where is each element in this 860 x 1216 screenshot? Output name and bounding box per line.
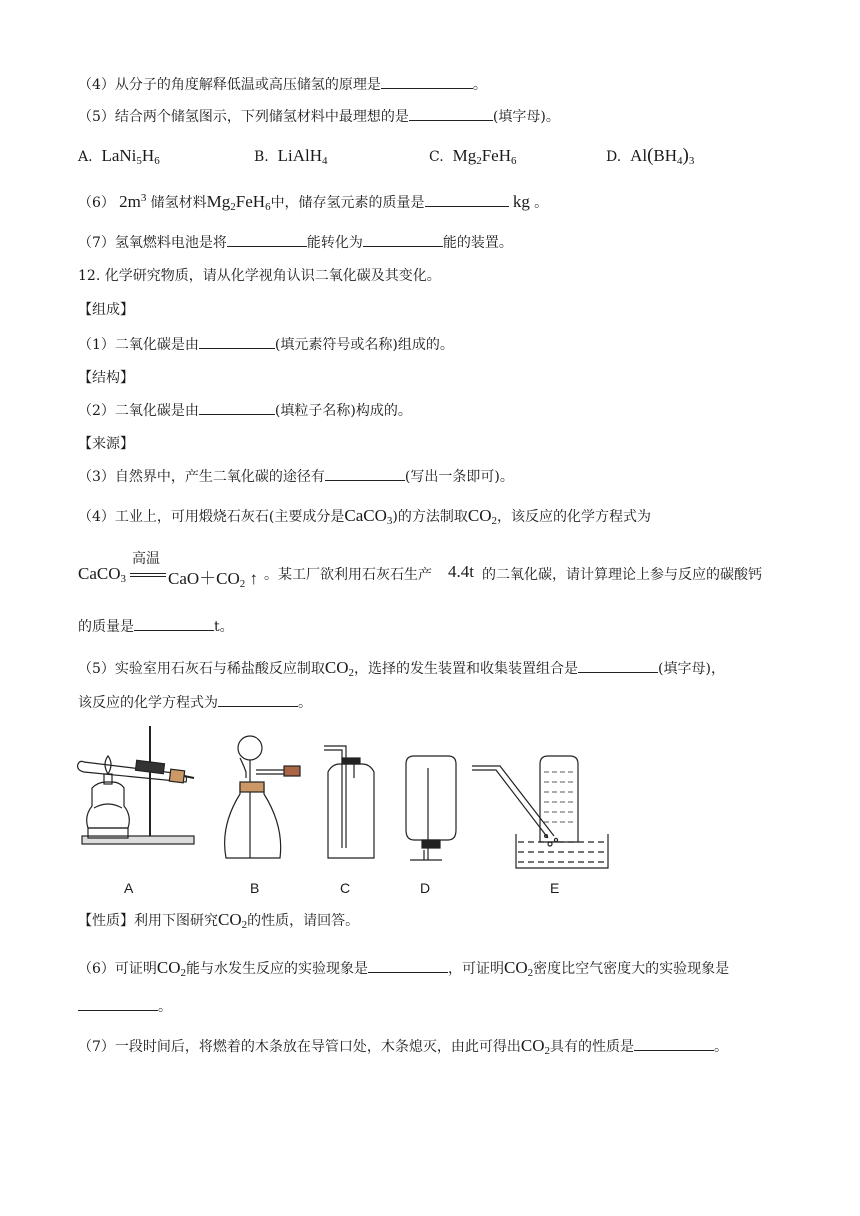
label-c: C [340,880,351,896]
answer-blank[interactable] [199,400,275,415]
answer-blank[interactable] [578,658,658,673]
label-b: B [250,880,260,896]
apparatus-b [225,736,300,858]
section-source: 【来源】 [78,436,134,452]
p1-line: （1）二氧化碳是由 (填元素符号或名称)组成的。 [78,334,454,355]
equals-sign [130,573,166,577]
property-line: 【性质】利用下图研究$CO_2$的性质，请回答。 [78,910,360,931]
question-12-title: 12. 化学研究物质，请从化学视角认识二氧化碳及其变化。 [78,268,441,284]
label-d: D [420,880,431,896]
apparatus-c [324,746,374,858]
apparatus-figure [70,718,630,878]
reaction-condition: 高温 [132,551,160,567]
p3-line: （3）自然界中，产生二氧化碳的途径有 (写出一条即可)。 [78,466,514,487]
option-c[interactable]: C. $Mg_2FeH_6$ [429,146,517,167]
answer-blank[interactable] [425,192,509,207]
answer-blank[interactable] [218,692,298,707]
answer-blank[interactable] [409,106,493,121]
q7-line: （7）氢氧燃料电池是将 能转化为 能的装置。 [78,232,513,253]
option-a[interactable]: A. $LaNi_5H_6$ [78,146,160,167]
label-a: A [124,880,134,896]
label-e: E [550,880,560,896]
answer-blank[interactable] [363,232,443,247]
p2-line: （2）二氧化碳是由 (填粒子名称)构成的。 [78,400,412,421]
p5-line-1: （5）实验室用石灰石与稀盐酸反应制取$CO_2$，选择的发生装置和收集装置组合是 (填字母)， [78,658,725,679]
p6-line-2: 。 [78,996,172,1017]
q6-line: （6） $2m^3$ 储氢材料$Mg_2FeH_6$中，储存氢元素的质量是 kg 。 [78,192,549,213]
answer-blank[interactable] [381,74,473,89]
p5-line-2: 该反应的化学方程式为 。 [78,692,312,713]
section-structure: 【结构】 [78,370,134,386]
option-d[interactable]: D. $Al(BH_4)_3$ [606,145,695,167]
answer-blank[interactable] [78,996,158,1011]
section-composition: 【组成】 [78,302,134,318]
options-row [78,146,778,172]
apparatus-a [78,726,194,844]
q5-line: （5）结合两个储氢图示，下列储氢材料中最理想的是 (填字母)。 [78,106,560,127]
question-number: （4） [78,77,115,93]
answer-blank[interactable] [227,232,307,247]
answer-blank[interactable] [199,334,275,349]
p7-line: （7）一段时间后，将燃着的木条放在导管口处，木条熄灭，由此可得出$CO_2$具有的性质是 。 [78,1036,729,1057]
q4-line: （4）从分子的角度解释低温或高压储氢的原理是 。 [78,74,487,95]
apparatus-d [406,756,456,860]
chemical-equation: CaCO$_3$ 高温 $CaO+CO_2$ ↑ 。某工厂欲利用石灰石生产 4.4t 的二氧化碳，请计算理论上参与反应的碳酸钙 [78,548,838,588]
answer-blank[interactable] [325,466,405,481]
answer-blank[interactable] [368,958,448,973]
option-b[interactable]: B. LiAlH$_4$ [254,146,328,167]
answer-blank[interactable] [634,1036,714,1051]
section-property: 【性质】 [78,913,134,929]
apparatus-e [472,756,608,868]
p4-line-1: （4）工业上，可用煅烧石灰石(主要成分是CaCO$_3$)的方法制取$CO_2$，该反应的化学方程式为 [78,506,651,527]
p4-line-3: 的质量是 t。 [78,616,234,637]
answer-blank[interactable] [134,616,214,631]
p6-line-1: （6）可证明$CO_2$能与水发生反应的实验现象是 ，可证明$CO_2$密度比空气密度大的实验现象是 [78,958,730,979]
